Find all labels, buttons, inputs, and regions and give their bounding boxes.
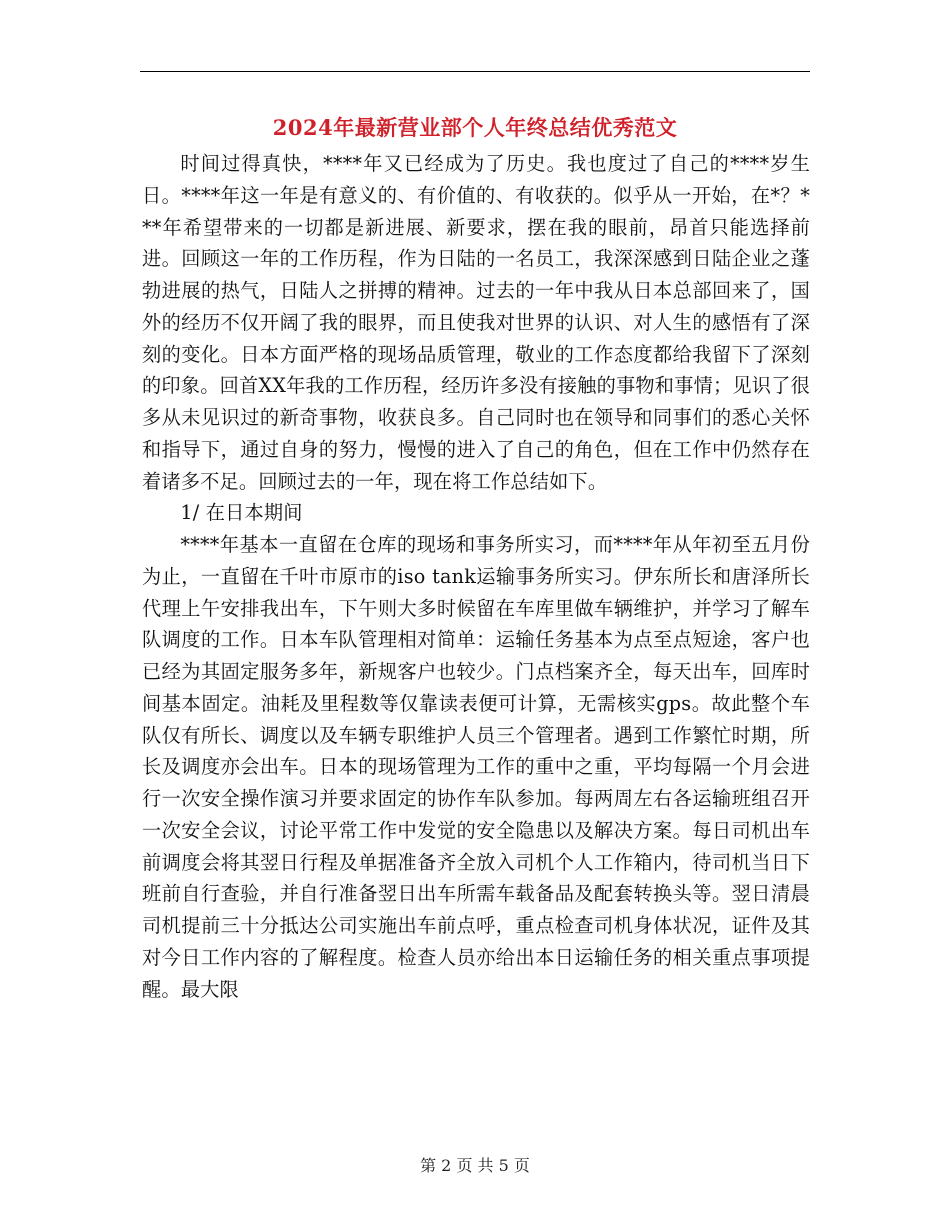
intro-paragraph: 时间过得真快，****年又已经成为了历史。我也度过了自己的****岁生日。****年这一年是有意义的、有价值的、有收获的。似乎从一开始，在*？***年希望带来的一切都是新进展、新要求，摆在我的眼前，昂首只能选择前进。回顾这一年的工作历程，作为日陆的一名员工，我深深感到日陆企业之蓬勃进展的热气，日陆人之拼搏的精神。过去的一年中我从日本总部回来了，国外的经历不仅开阔了我的眼界，而且使我对世界的认识、对人生的感悟有了深刻的变化。日本方面严格的现场品质管理，敬业的工作态度都给我留下了深刻的印象。回首XX年我的工作历程，经历许多没有接触的事物和事情；见识了很多从未见识过的新奇事物，收获良多。自己同时也在领导和同事们的悉心关怀和指导下，通过自身的努力，慢慢的进入了自己的角色，但在工作中仍然存在着诸多不足。回顾过去的一年，现在将工作总结如下。 [142, 152, 810, 493]
section-paragraph: ****年基本一直留在仓库的现场和事务所实习，而****年从年初至五月份为止，一直留在千叶市原市的iso tank运输事务所实习。伊东所长和唐泽所长代理上午安排我出车，下午则大多时候留在车库里做车辆维护，并学习了解车队调度的工作。日本车队管理相对简单：运输任务基本为点至点短途，客户也已经为其固定服务多年，新规客户也较少。门点档案齐全，每天出车，回库时间基本固定。油耗及里程数等仅靠读表便可计算，无需核实gps。故此整个车队仅有所长、调度以及车辆专职维护人员三个管理者。遇到工作繁忙时期，所长及调度亦会出车。日本的现场管理为工作的重中之重，平均每隔一个月会进行一次安全操作演习并要求固定的协作车队参加。每两周左右各运输班组召开一次安全会议，讨论平常工作中发觉的安全隐患以及解决方案。每日司机出车前调度会将其翌日行程及单据准备齐全放入司机个人工作箱内，待司机当日下班前自行查验，并自行准备翌日出车所需车载备品及配套转换头等。翌日清晨司机提前三十分抵达公司实施出车前点呼，重点检查司机身体状况，证件及其对今日工作内容的了解程度。检查人员亦给出本日运输任务的相关重点事项提醒。最大限 [142, 533, 810, 1001]
section-heading: 1/ 在日本期间 [180, 501, 303, 525]
document-body [142, 148, 810, 1005]
header-rule [140, 71, 810, 72]
page-number-footer: 第 2 页 共 5 页 [420, 1156, 530, 1175]
document-title: 2024年最新营业部个人年终总结优秀范文 [272, 115, 678, 140]
